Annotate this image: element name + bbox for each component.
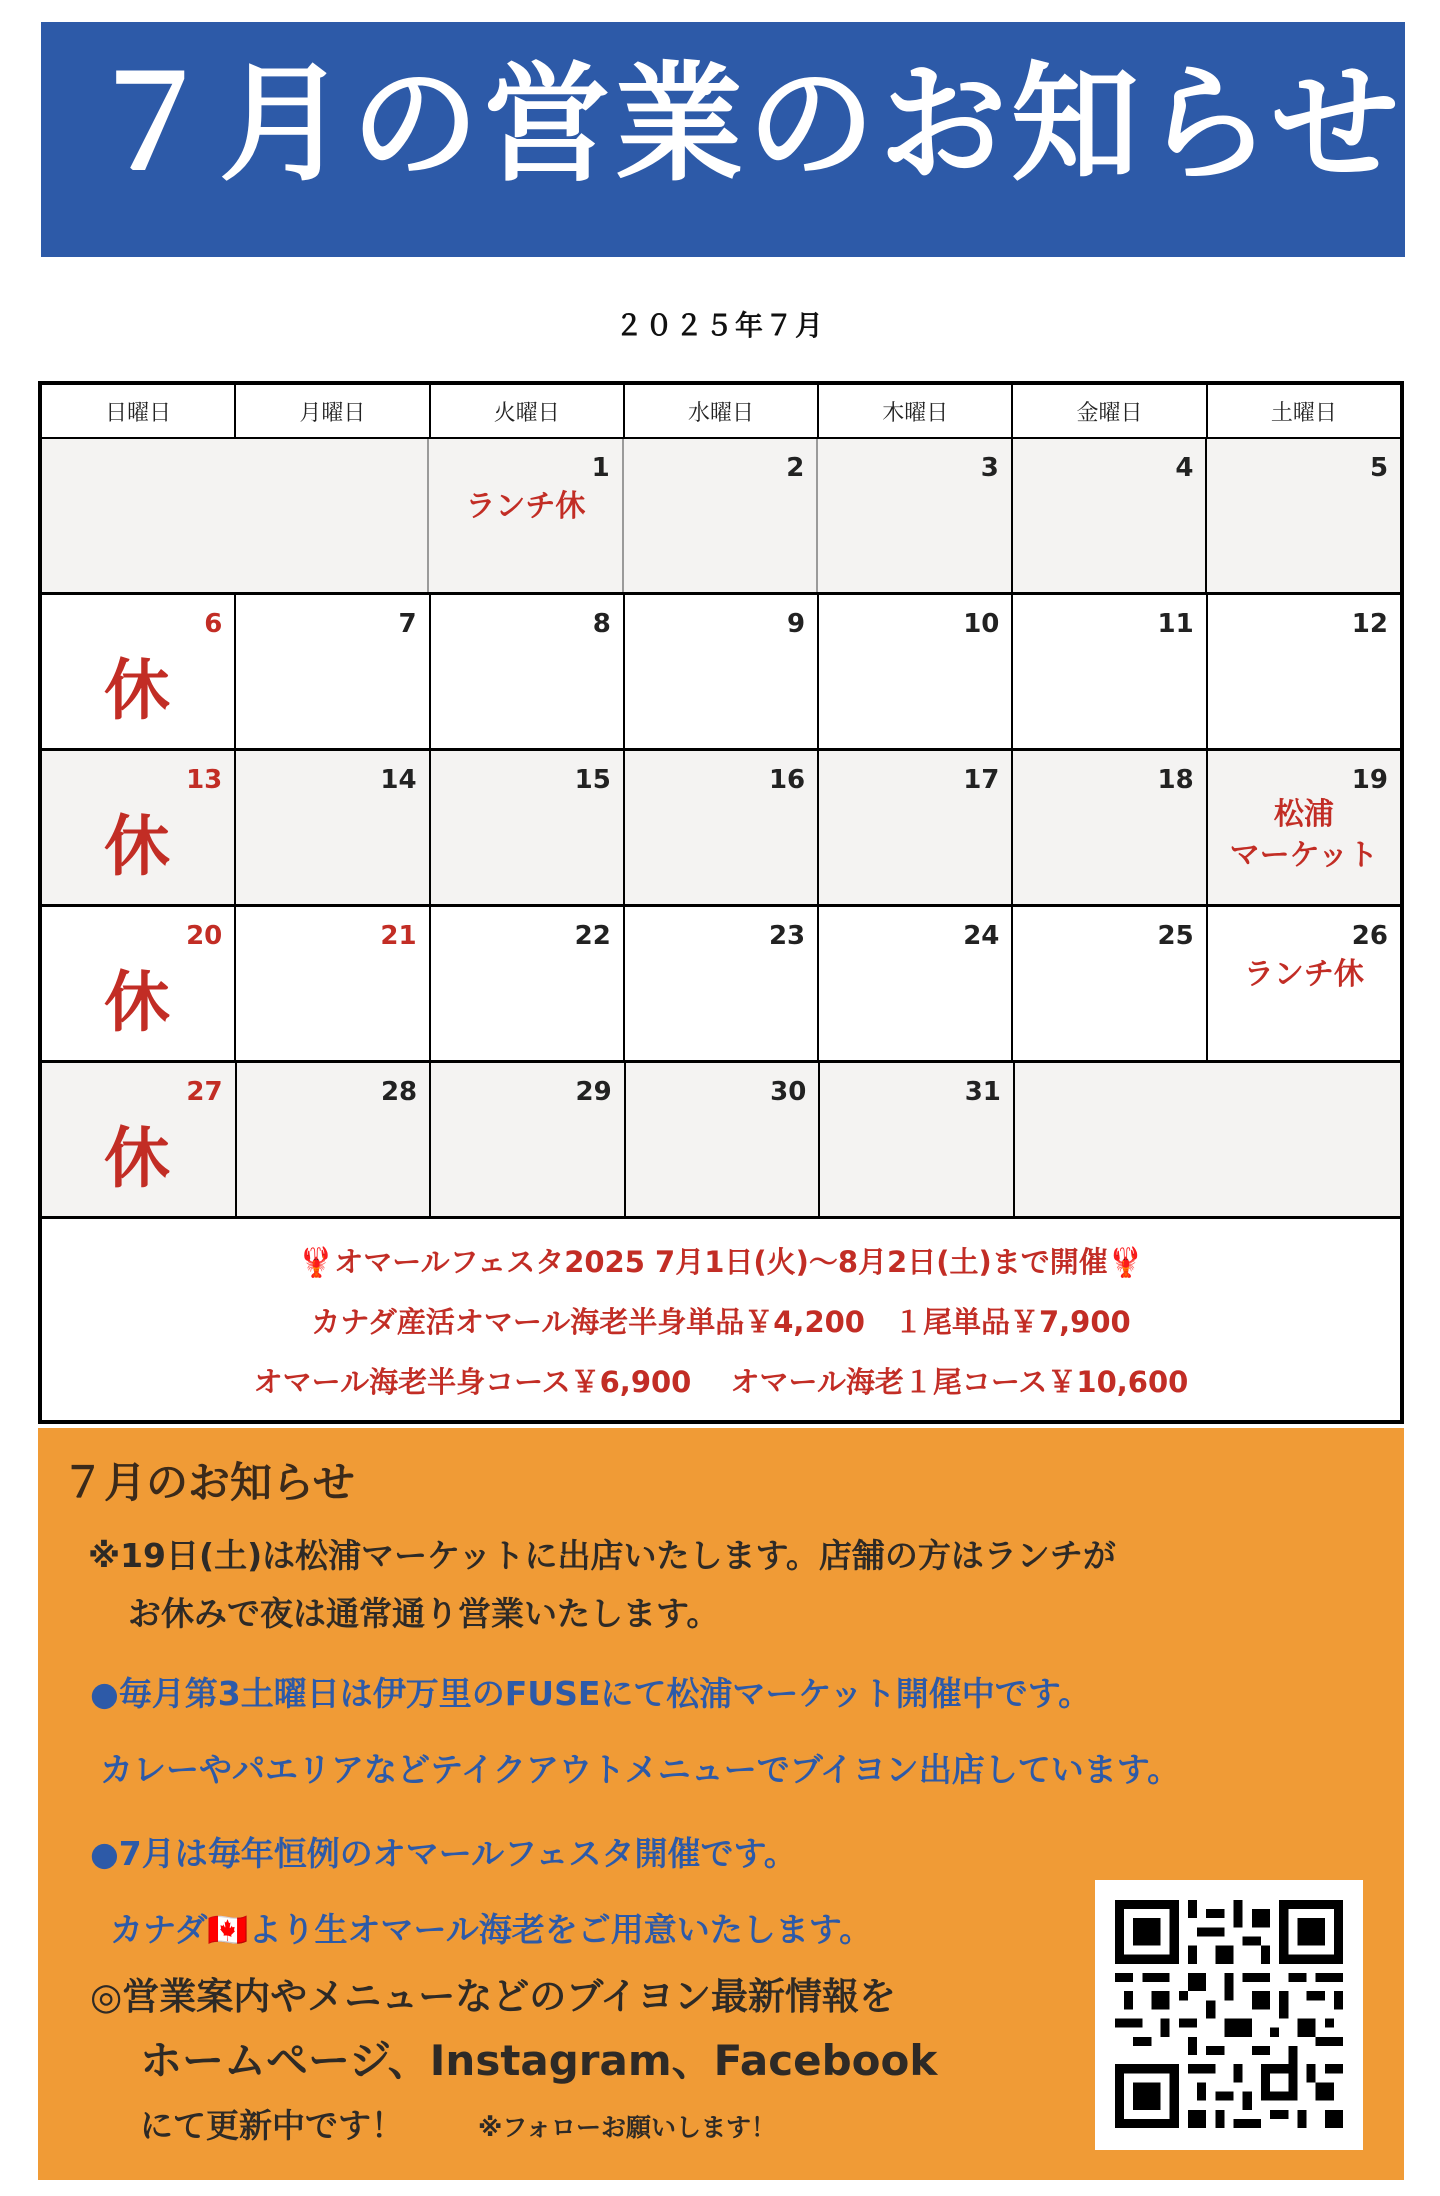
day-cell-21 (236, 907, 430, 1060)
day-number: 5 (1369, 453, 1389, 483)
week-row-5 (42, 1063, 1400, 1219)
weekday-thu: 木曜日 (819, 385, 1013, 437)
day-number: 11 (1157, 609, 1194, 639)
event-line-courses: オマール海老半身コース￥6,900 オマール海老１尾コース￥10,600 (253, 1365, 1189, 1399)
day-cell-7 (236, 595, 430, 748)
notice-festa-line-1: ●7月は毎年恒例のオマールフェスタ開催です。 (90, 1834, 797, 1873)
day-number: 16 (768, 765, 806, 795)
title-banner (41, 22, 1405, 257)
day-cell-27 (42, 1063, 237, 1216)
weekday-wed: 水曜日 (625, 385, 819, 437)
day-number: 21 (380, 921, 417, 951)
day-cell-2 (624, 439, 819, 592)
day-number: 4 (1175, 453, 1194, 483)
day-cell-20 (42, 907, 236, 1060)
day-cell-19 (1208, 751, 1400, 904)
day-cell-8 (431, 595, 625, 748)
closed-mark: 休 (104, 1120, 170, 1197)
day-cell-empty (42, 439, 235, 592)
day-cell-empty (235, 439, 430, 592)
day-cell-11 (1013, 595, 1207, 748)
day-number: 28 (380, 1077, 418, 1107)
day-number: 3 (980, 453, 999, 483)
day-cell-15 (431, 751, 625, 904)
day-cell-31 (820, 1063, 1015, 1216)
day-cell-28 (237, 1063, 432, 1216)
day-note-matsuura-market: 松浦 マーケット (1229, 797, 1379, 873)
page-title: ７月の営業のお知らせ (87, 50, 1404, 199)
day-number: 17 (963, 765, 1000, 795)
notice-market-line-1: ※19日(土)は松浦マーケットに出店いたします。店舗の方はランチが (88, 1536, 1116, 1575)
day-cell-9 (625, 595, 819, 748)
day-number: 7 (398, 609, 417, 639)
day-cell-23 (625, 907, 819, 1060)
notice-follow-request: ※フォローお願いします！ (478, 2113, 777, 2142)
notice-panel (38, 1428, 1404, 2180)
day-note-lunch-closed: ランチ休 (465, 489, 586, 524)
week-row-1 (42, 439, 1400, 595)
day-number: 23 (768, 921, 806, 951)
calendar (38, 381, 1404, 1424)
day-number: 1 (591, 453, 610, 483)
day-number: 8 (592, 609, 611, 639)
day-number: 30 (770, 1077, 807, 1107)
day-cell-14 (236, 751, 430, 904)
week-row-4 (42, 907, 1400, 1063)
day-cell-6 (42, 595, 236, 748)
day-cell-22 (431, 907, 625, 1060)
day-number: 10 (963, 609, 1000, 639)
event-info (42, 1218, 1400, 1420)
month-heading: ２０２５年７月 (614, 309, 825, 342)
notice-fuse-line-2: カレーやパエリアなどテイクアウトメニューでブイヨン出店しています。 (100, 1750, 1181, 1789)
weekday-header (42, 385, 1400, 439)
qr-code (1095, 1880, 1363, 2150)
notice-fuse-line-1: ●毎月第3土曜日は伊万里のFUSEにて松浦マーケット開催中です。 (90, 1674, 1092, 1713)
day-number: 6 (204, 609, 223, 639)
weekday-mon: 月曜日 (236, 385, 430, 437)
weekday-sat: 土曜日 (1270, 400, 1337, 426)
day-cell-26 (1208, 907, 1400, 1060)
day-number: 29 (575, 1077, 612, 1107)
day-cell-1 (429, 439, 624, 592)
weekday-fri: 金曜日 (1013, 385, 1207, 437)
day-number: 24 (963, 921, 1000, 951)
day-number: 15 (574, 765, 611, 795)
day-cell-4 (1013, 439, 1208, 592)
day-cell-13 (42, 751, 236, 904)
week-row-3 (42, 751, 1400, 907)
day-note-lunch-closed: ランチ休 (1243, 957, 1364, 992)
event-line-festa: 🦞オマールフェスタ2025 7月1日(火)〜8月2日(土)まで開催🦞 (298, 1245, 1144, 1279)
day-number: 13 (186, 765, 223, 795)
day-cell-5 (1207, 439, 1400, 592)
day-cell-17 (819, 751, 1013, 904)
day-number: 9 (787, 609, 806, 639)
day-cell-16 (625, 751, 819, 904)
day-cell-30 (626, 1063, 821, 1216)
notice-sns-line-2: ホームページ、Instagram、Facebook (140, 2036, 938, 2085)
notice-sns-line-1: ◎営業案内やメニューなどのブイヨン最新情報を (90, 1975, 896, 2018)
day-number: 22 (574, 921, 611, 951)
event-line-prices: カナダ産活オマール海老半身単品￥4,200 １尾単品￥7,900 (311, 1305, 1131, 1339)
day-number: 2 (786, 453, 805, 483)
calendar-grid (42, 385, 1400, 1219)
week-row-2 (42, 595, 1400, 751)
day-cell-12 (1208, 595, 1400, 748)
day-number: 26 (1351, 921, 1388, 951)
notice-festa-line-2: カナダ🇨🇦より生オマール海老をご用意いたします。 (110, 1910, 873, 1949)
notice-title: ７月のお知らせ (62, 1458, 355, 1507)
weekday-tue: 火曜日 (431, 385, 625, 437)
closed-mark: 休 (104, 652, 170, 729)
day-cell-3 (818, 439, 1013, 592)
day-number: 25 (1157, 921, 1194, 951)
day-cell-18 (1013, 751, 1207, 904)
notice-sns-line-3: にて更新中です！ (140, 2106, 404, 2145)
day-number: 14 (380, 765, 417, 795)
notice-market-line-2: お休みで夜は通常通り営業いたします。 (128, 1594, 720, 1633)
day-number: 12 (1351, 609, 1388, 639)
day-number: 27 (186, 1077, 223, 1107)
closed-mark: 休 (104, 964, 170, 1041)
weekday-sun: 日曜日 (42, 385, 236, 437)
day-cell-25 (1013, 907, 1207, 1060)
day-number: 20 (186, 921, 223, 951)
day-cell-24 (819, 907, 1013, 1060)
qr-code-icon (1115, 1900, 1343, 2128)
day-cell-10 (819, 595, 1013, 748)
day-cell-29 (431, 1063, 626, 1216)
day-number: 31 (964, 1077, 1001, 1107)
day-number: 18 (1157, 765, 1194, 795)
day-cell-empty (1015, 1063, 1400, 1216)
closed-mark: 休 (104, 808, 170, 885)
day-number: 19 (1351, 765, 1388, 795)
